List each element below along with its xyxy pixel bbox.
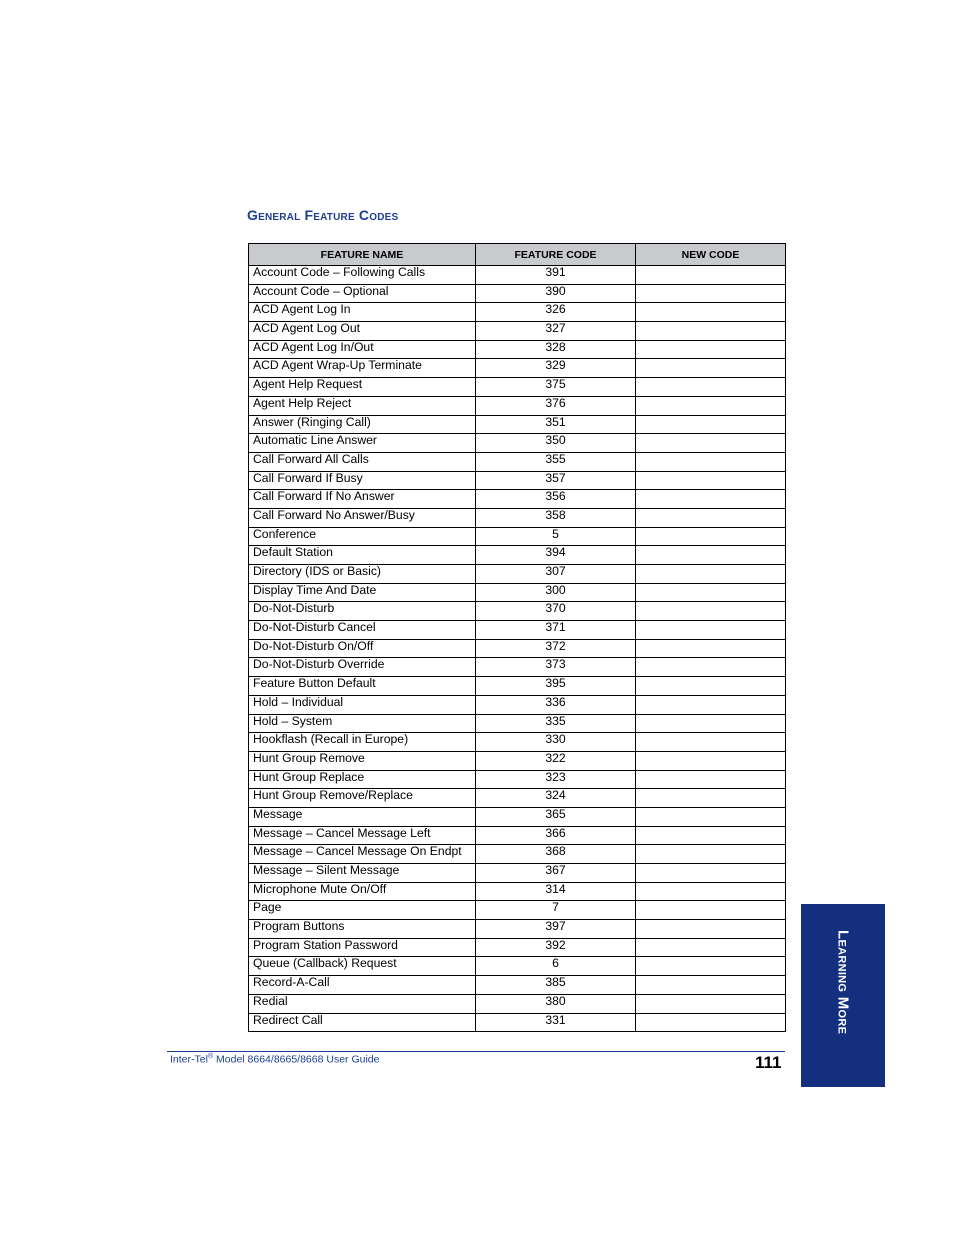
feature-name-cell: Directory (IDS or Basic) <box>249 565 476 584</box>
feature-code-cell: 392 <box>476 938 636 957</box>
feature-name-cell: Page <box>249 901 476 920</box>
new-code-cell <box>636 733 786 752</box>
feature-code-cell: 323 <box>476 770 636 789</box>
feature-code-cell: 6 <box>476 957 636 976</box>
feature-code-cell: 395 <box>476 677 636 696</box>
feature-name-cell: Account Code – Optional <box>249 284 476 303</box>
new-code-cell <box>636 789 786 808</box>
feature-name-cell: Message – Cancel Message On Endpt <box>249 845 476 864</box>
feature-code-cell: 391 <box>476 266 636 285</box>
feature-code-cell: 355 <box>476 452 636 471</box>
new-code-cell <box>636 621 786 640</box>
feature-code-cell: 356 <box>476 490 636 509</box>
table-row <box>249 789 786 808</box>
feature-name-cell: ACD Agent Wrap-Up Terminate <box>249 359 476 378</box>
section-title: General Feature Codes <box>247 207 399 223</box>
table-header-row <box>249 244 786 266</box>
side-tab-label: Learning More <box>834 930 852 1035</box>
new-code-cell <box>636 770 786 789</box>
new-code-cell <box>636 994 786 1013</box>
table-row <box>249 695 786 714</box>
feature-name-cell: Feature Button Default <box>249 677 476 696</box>
feature-code-cell: 307 <box>476 565 636 584</box>
table-row <box>249 378 786 397</box>
table-row <box>249 508 786 527</box>
new-code-cell <box>636 695 786 714</box>
header-feature-name: FEATURE NAME <box>249 244 476 266</box>
feature-name-cell: ACD Agent Log In/Out <box>249 340 476 359</box>
new-code-cell <box>636 415 786 434</box>
feature-code-cell: 331 <box>476 1013 636 1032</box>
feature-name-cell: Message – Cancel Message Left <box>249 826 476 845</box>
new-code-cell <box>636 490 786 509</box>
table-row <box>249 639 786 658</box>
feature-name-cell: Hunt Group Remove/Replace <box>249 789 476 808</box>
feature-code-cell: 357 <box>476 471 636 490</box>
table-row <box>249 733 786 752</box>
table-row <box>249 434 786 453</box>
feature-code-cell: 350 <box>476 434 636 453</box>
feature-codes-table <box>248 243 786 1032</box>
feature-code-cell: 335 <box>476 714 636 733</box>
feature-name-cell: Redial <box>249 994 476 1013</box>
new-code-cell <box>636 1013 786 1032</box>
new-code-cell <box>636 864 786 883</box>
footer-guide-name: Model 8664/8665/8668 User Guide <box>213 1053 380 1066</box>
feature-code-cell: 394 <box>476 546 636 565</box>
feature-name-cell: Call Forward All Calls <box>249 452 476 471</box>
new-code-cell <box>636 266 786 285</box>
new-code-cell <box>636 340 786 359</box>
feature-name-cell: Answer (Ringing Call) <box>249 415 476 434</box>
feature-name-cell: Microphone Mute On/Off <box>249 882 476 901</box>
feature-name-cell: Hookflash (Recall in Europe) <box>249 733 476 752</box>
new-code-cell <box>636 452 786 471</box>
table-row <box>249 882 786 901</box>
table-row <box>249 770 786 789</box>
feature-code-cell: 368 <box>476 845 636 864</box>
feature-name-cell: Program Station Password <box>249 938 476 957</box>
new-code-cell <box>636 508 786 527</box>
new-code-cell <box>636 396 786 415</box>
new-code-cell <box>636 303 786 322</box>
new-code-cell <box>636 845 786 864</box>
feature-name-cell: Agent Help Request <box>249 378 476 397</box>
new-code-cell <box>636 359 786 378</box>
new-code-cell <box>636 378 786 397</box>
feature-code-cell: 329 <box>476 359 636 378</box>
section-side-tab <box>801 904 885 1087</box>
table-row <box>249 1013 786 1032</box>
new-code-cell <box>636 826 786 845</box>
feature-name-cell: Hold – Individual <box>249 695 476 714</box>
feature-name-cell: Hunt Group Remove <box>249 751 476 770</box>
table-row <box>249 938 786 957</box>
new-code-cell <box>636 920 786 939</box>
new-code-cell <box>636 938 786 957</box>
table-row <box>249 452 786 471</box>
new-code-cell <box>636 901 786 920</box>
feature-name-cell: Account Code – Following Calls <box>249 266 476 285</box>
table-row <box>249 976 786 995</box>
feature-code-cell: 390 <box>476 284 636 303</box>
header-new-code: NEW CODE <box>636 244 786 266</box>
new-code-cell <box>636 751 786 770</box>
feature-name-cell: Do-Not-Disturb Override <box>249 658 476 677</box>
new-code-cell <box>636 565 786 584</box>
feature-code-cell: 358 <box>476 508 636 527</box>
feature-name-cell: Call Forward If No Answer <box>249 490 476 509</box>
table-row <box>249 920 786 939</box>
feature-name-cell: Do-Not-Disturb Cancel <box>249 621 476 640</box>
table-row <box>249 284 786 303</box>
table-row <box>249 471 786 490</box>
feature-name-cell: Agent Help Reject <box>249 396 476 415</box>
feature-code-cell: 326 <box>476 303 636 322</box>
table-row <box>249 994 786 1013</box>
new-code-cell <box>636 957 786 976</box>
feature-name-cell: Do-Not-Disturb <box>249 602 476 621</box>
new-code-cell <box>636 658 786 677</box>
feature-code-cell: 300 <box>476 583 636 602</box>
table-row <box>249 266 786 285</box>
table-row <box>249 527 786 546</box>
footer-brand: Inter-Tel <box>170 1053 208 1066</box>
table-row <box>249 602 786 621</box>
feature-name-cell: Conference <box>249 527 476 546</box>
table-row <box>249 751 786 770</box>
new-code-cell <box>636 322 786 341</box>
feature-name-cell: Program Buttons <box>249 920 476 939</box>
feature-code-cell: 328 <box>476 340 636 359</box>
feature-code-cell: 314 <box>476 882 636 901</box>
table-row <box>249 845 786 864</box>
table-row <box>249 658 786 677</box>
feature-name-cell: ACD Agent Log Out <box>249 322 476 341</box>
table-row <box>249 826 786 845</box>
feature-name-cell: ACD Agent Log In <box>249 303 476 322</box>
feature-name-cell: Hold – System <box>249 714 476 733</box>
feature-name-cell: Redirect Call <box>249 1013 476 1032</box>
feature-name-cell: Record-A-Call <box>249 976 476 995</box>
feature-code-cell: 380 <box>476 994 636 1013</box>
table-row <box>249 322 786 341</box>
footer-guide-title <box>170 1053 379 1066</box>
feature-code-cell: 5 <box>476 527 636 546</box>
feature-name-cell: Display Time And Date <box>249 583 476 602</box>
new-code-cell <box>636 714 786 733</box>
registered-mark: ® <box>207 1053 214 1060</box>
feature-name-cell: Do-Not-Disturb On/Off <box>249 639 476 658</box>
new-code-cell <box>636 602 786 621</box>
feature-code-cell: 366 <box>476 826 636 845</box>
table-row <box>249 677 786 696</box>
feature-code-cell: 397 <box>476 920 636 939</box>
feature-code-cell: 375 <box>476 378 636 397</box>
feature-code-cell: 373 <box>476 658 636 677</box>
table-row <box>249 303 786 322</box>
new-code-cell <box>636 284 786 303</box>
feature-code-cell: 327 <box>476 322 636 341</box>
new-code-cell <box>636 434 786 453</box>
new-code-cell <box>636 677 786 696</box>
new-code-cell <box>636 807 786 826</box>
feature-code-cell: 371 <box>476 621 636 640</box>
feature-code-cell: 336 <box>476 695 636 714</box>
feature-code-cell: 370 <box>476 602 636 621</box>
table-row <box>249 621 786 640</box>
feature-code-cell: 365 <box>476 807 636 826</box>
feature-code-cell: 372 <box>476 639 636 658</box>
feature-name-cell: Message – Silent Message <box>249 864 476 883</box>
table-row <box>249 359 786 378</box>
table-row <box>249 807 786 826</box>
new-code-cell <box>636 471 786 490</box>
table-row <box>249 396 786 415</box>
table-row <box>249 901 786 920</box>
new-code-cell <box>636 882 786 901</box>
new-code-cell <box>636 976 786 995</box>
feature-name-cell: Hunt Group Replace <box>249 770 476 789</box>
feature-name-cell: Message <box>249 807 476 826</box>
table-row <box>249 546 786 565</box>
footer-divider <box>167 1051 785 1052</box>
table-row <box>249 957 786 976</box>
header-feature-code: FEATURE CODE <box>476 244 636 266</box>
table-row <box>249 583 786 602</box>
new-code-cell <box>636 546 786 565</box>
table-row <box>249 565 786 584</box>
table-row <box>249 340 786 359</box>
feature-code-cell: 322 <box>476 751 636 770</box>
feature-name-cell: Call Forward If Busy <box>249 471 476 490</box>
new-code-cell <box>636 639 786 658</box>
feature-code-cell: 376 <box>476 396 636 415</box>
feature-code-cell: 367 <box>476 864 636 883</box>
feature-code-cell: 7 <box>476 901 636 920</box>
table-row <box>249 864 786 883</box>
feature-name-cell: Call Forward No Answer/Busy <box>249 508 476 527</box>
feature-code-cell: 385 <box>476 976 636 995</box>
new-code-cell <box>636 527 786 546</box>
table-row <box>249 415 786 434</box>
page-number: 111 <box>755 1053 782 1072</box>
feature-name-cell: Default Station <box>249 546 476 565</box>
table-row <box>249 490 786 509</box>
feature-code-cell: 330 <box>476 733 636 752</box>
table-row <box>249 714 786 733</box>
feature-code-cell: 351 <box>476 415 636 434</box>
feature-name-cell: Automatic Line Answer <box>249 434 476 453</box>
feature-code-cell: 324 <box>476 789 636 808</box>
feature-name-cell: Queue (Callback) Request <box>249 957 476 976</box>
new-code-cell <box>636 583 786 602</box>
